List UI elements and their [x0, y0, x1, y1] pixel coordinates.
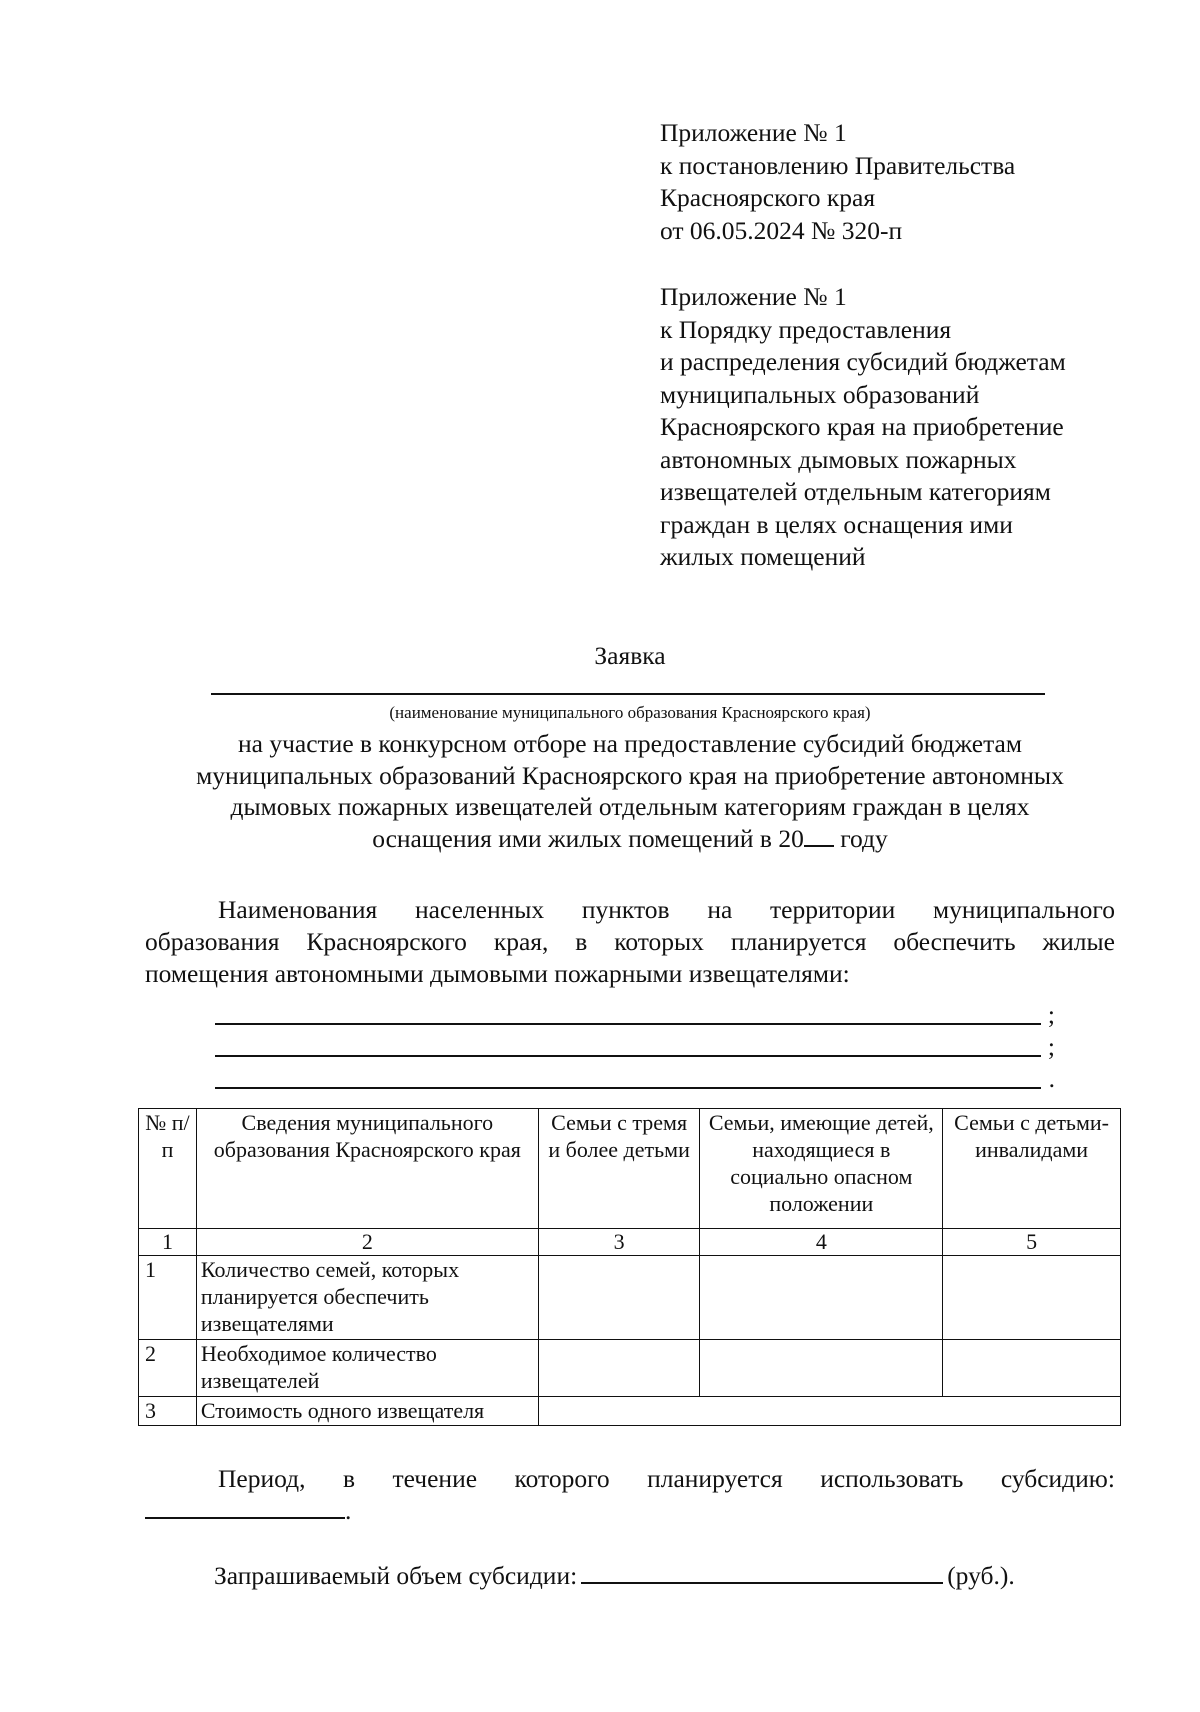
- word: в: [342, 1464, 355, 1493]
- document-title: Заявка: [594, 641, 666, 670]
- appendix-1-line: от 06.05.2024 № 320-п: [660, 215, 903, 245]
- municipality-name-blank[interactable]: [211, 693, 1045, 695]
- column-number: 3: [538, 1229, 700, 1256]
- row-label: Количество семей, которых планируется обеспечить извещателями: [196, 1256, 538, 1340]
- blank-line[interactable]: [215, 1023, 1041, 1025]
- word: образования: [145, 927, 280, 956]
- column-number: 5: [943, 1229, 1121, 1256]
- word: на: [707, 895, 733, 924]
- value-cell[interactable]: [700, 1256, 943, 1340]
- header-cell: № п/п: [139, 1109, 197, 1229]
- word: пунктов: [581, 895, 670, 924]
- appendix-2-line: автономных дымовых пожарных: [660, 444, 1017, 474]
- volume-blank[interactable]: [581, 1560, 943, 1584]
- document-subtitle: [145, 728, 1115, 854]
- value-cell[interactable]: [538, 1340, 700, 1397]
- subtitle-line: [145, 823, 1115, 855]
- paragraph-line-1: [145, 894, 1115, 926]
- appendix-2-line: и распределения субсидий бюджетам: [660, 347, 1066, 376]
- word: которого: [514, 1464, 610, 1493]
- settlement-fill-lines: [215, 1000, 1055, 1096]
- municipality-name-caption: (наименование муниципального образования Красноярского края): [389, 703, 871, 722]
- word: жилые: [1042, 927, 1115, 956]
- volume-unit: (руб.).: [947, 1561, 1015, 1590]
- families-table: [138, 1108, 1121, 1426]
- period-line-1: [145, 1463, 1115, 1495]
- header-cell: Сведения муниципального образования Красноярского края: [196, 1109, 538, 1229]
- appendix-2-line: извещателей отдельным категориям: [660, 477, 1051, 506]
- appendix-2-line: Приложение № 1: [660, 282, 847, 311]
- word: края,: [493, 927, 549, 956]
- settlement-line-2[interactable]: [215, 1032, 1055, 1064]
- word: территории: [770, 895, 896, 924]
- appendix-1-line: Приложение № 1: [660, 118, 847, 147]
- paragraph-line-3: помещения автономными дымовыми пожарными извещателями:: [145, 959, 850, 988]
- column-number-row: [139, 1229, 1121, 1256]
- word: населенных: [415, 895, 545, 924]
- word: планируется: [730, 927, 867, 956]
- subtitle-line: муниципальных образований Красноярского края на приобретение автономных: [196, 760, 1064, 790]
- appendix-1-block: [660, 117, 1015, 247]
- table-row: [139, 1340, 1121, 1397]
- word: течение: [392, 1464, 478, 1493]
- appendix-1-line: к постановлению Правительства: [660, 150, 1016, 180]
- appendix-2-line: граждан в целях оснащения ими: [660, 509, 1013, 539]
- table-header-row: [139, 1109, 1121, 1229]
- row-label: Необходимое количество извещателей: [196, 1340, 538, 1397]
- settlement-line-1[interactable]: [215, 1000, 1055, 1032]
- row-label: Стоимость одного извещателя: [196, 1397, 538, 1426]
- subsidy-volume-line: [214, 1560, 1015, 1591]
- appendix-2-line: жилых помещений: [660, 542, 866, 571]
- line-punctuation: .: [1048, 1064, 1055, 1093]
- value-cell[interactable]: [943, 1340, 1121, 1397]
- settlement-line-3[interactable]: [215, 1064, 1055, 1096]
- blank-line[interactable]: [215, 1087, 1041, 1089]
- value-cell[interactable]: [538, 1256, 700, 1340]
- appendix-2-block: [660, 281, 1066, 574]
- word: планируется: [647, 1464, 783, 1493]
- line-punctuation: ;: [1047, 1032, 1055, 1061]
- volume-label: Запрашиваемый объем субсидии:: [214, 1561, 578, 1590]
- word: использовать: [820, 1464, 964, 1493]
- word: Красноярского: [306, 927, 467, 956]
- column-number: 4: [700, 1229, 943, 1256]
- column-number: 2: [196, 1229, 538, 1256]
- table-row: [139, 1397, 1121, 1426]
- paragraph-line-2: [145, 926, 1115, 958]
- appendix-2-line: муниципальных образований: [660, 379, 980, 409]
- settlements-paragraph: [145, 894, 1115, 990]
- word: которых: [614, 927, 704, 956]
- word: субсидию:: [1000, 1464, 1115, 1493]
- period-line-2: [145, 1495, 1115, 1527]
- period-end: .: [345, 1496, 352, 1525]
- header-cell: Семьи с тремя и более детьми: [538, 1109, 700, 1229]
- subtitle-line: дымовых пожарных извещателей отдельным категориям граждан в целях: [230, 792, 1030, 821]
- row-number: 1: [139, 1256, 197, 1340]
- subtitle-line4-start: оснащения ими жилых помещений в 20: [372, 823, 804, 853]
- word: Период,: [218, 1464, 306, 1493]
- subtitle-line: на участие в конкурсном отборе на предоставление субсидий бюджетам: [237, 729, 1023, 758]
- row-number: 3: [139, 1397, 197, 1426]
- row-number: 2: [139, 1340, 197, 1397]
- period-blank[interactable]: [145, 1495, 345, 1519]
- blank-line[interactable]: [215, 1055, 1041, 1057]
- subtitle-line4-end: году: [833, 823, 888, 853]
- line-punctuation: ;: [1047, 1000, 1055, 1029]
- header-cell: Семьи, имеющие детей, находящиеся в социально опасном положении: [700, 1109, 943, 1229]
- period-paragraph: [145, 1463, 1115, 1527]
- word: в: [575, 927, 588, 956]
- word: Наименования: [218, 895, 378, 924]
- header-cell: Семьи с детьми-инвалидами: [943, 1109, 1121, 1229]
- appendix-2-line: к Порядку предоставления: [660, 314, 952, 344]
- value-cell[interactable]: [700, 1340, 943, 1397]
- column-number: 1: [139, 1229, 197, 1256]
- value-cell[interactable]: [538, 1397, 1120, 1426]
- appendix-1-line: Красноярского края: [660, 183, 876, 212]
- year-blank[interactable]: [804, 825, 834, 847]
- word: муниципального: [932, 895, 1115, 924]
- table-row: [139, 1256, 1121, 1340]
- value-cell[interactable]: [943, 1256, 1121, 1340]
- appendix-2-line: Красноярского края на приобретение: [660, 412, 1064, 441]
- word: обеспечить: [893, 927, 1016, 956]
